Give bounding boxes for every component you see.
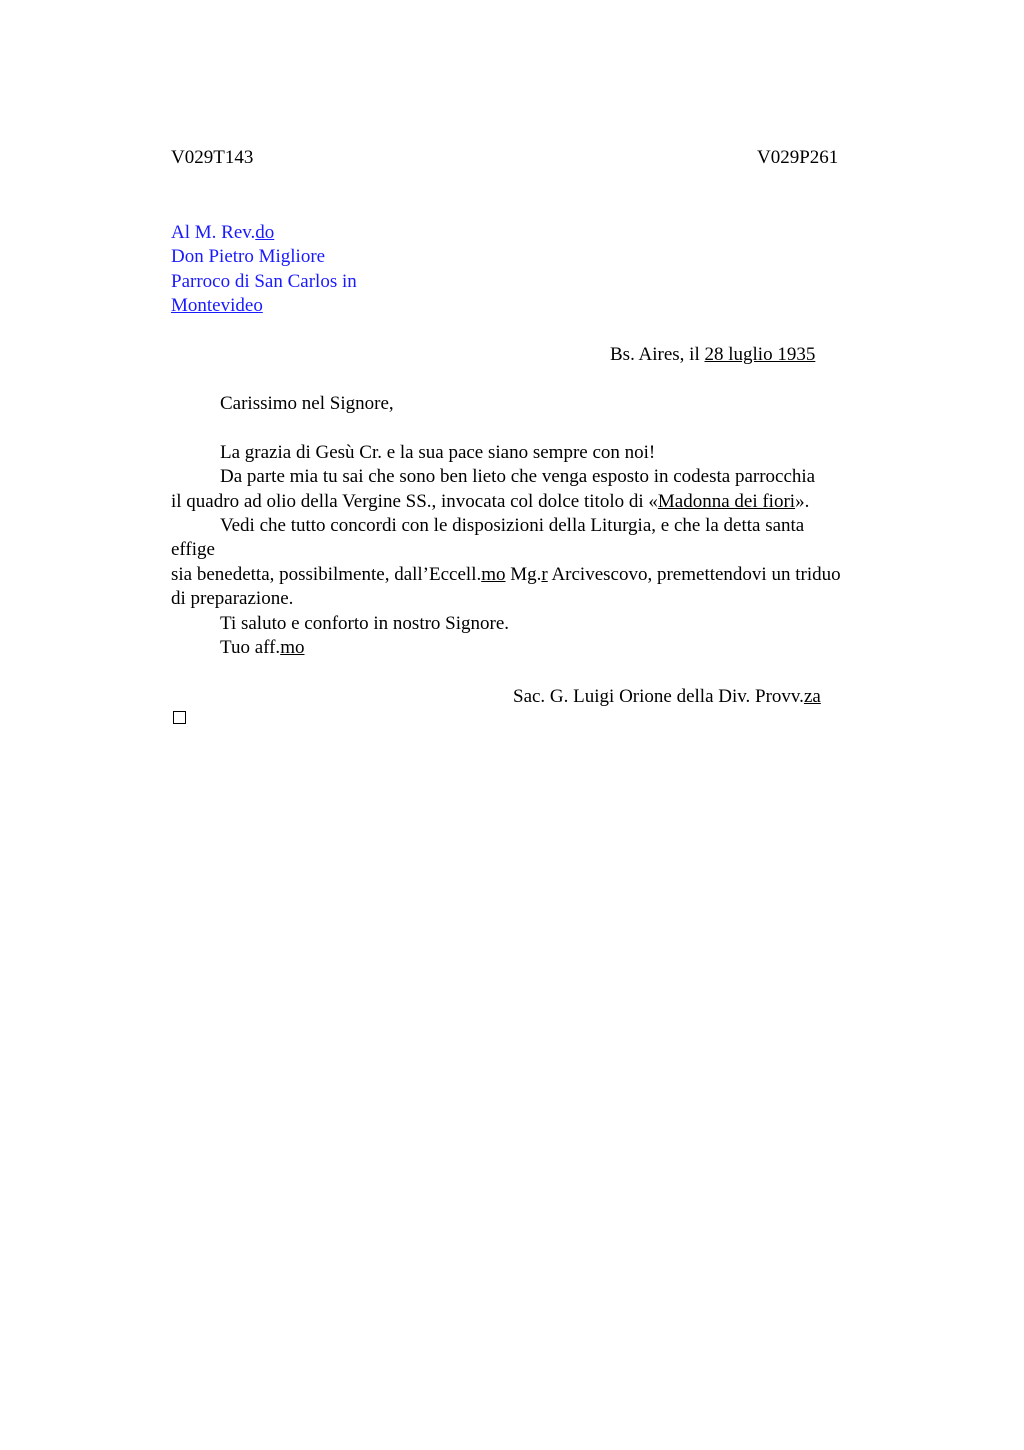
address-line-4: Montevideo bbox=[171, 295, 263, 316]
address-title: Al M. Rev. bbox=[171, 222, 256, 243]
body-text-segment: Arcivescovo, premettendovi un triduo bbox=[547, 564, 841, 585]
body-paragraph-2-line-1: Da parte mia tu sai che sono ben lieto che venga esposto in codesta parrocchia bbox=[220, 466, 816, 487]
body-paragraph-1: La grazia di Gesù Cr. e la sua pace siano sempre con noi! bbox=[220, 442, 656, 463]
address-line-1 bbox=[171, 221, 274, 245]
salutation: Carissimo nel Signore, bbox=[220, 393, 394, 414]
closing-text: Tuo aff. bbox=[220, 637, 281, 658]
body-text-segment: ». bbox=[795, 491, 810, 512]
abbreviation-superscript: za bbox=[803, 686, 821, 707]
document-code-right: V029P261 bbox=[757, 147, 839, 168]
body-paragraph-3-line-2: effige bbox=[171, 539, 215, 560]
signature-text: Sac. G. Luigi Orione della Div. Provv. bbox=[513, 686, 804, 707]
body-text-segment: sia benedetta, possibilmente, dall’Eccell. bbox=[171, 564, 482, 585]
body-paragraph-3-line-1: Vedi che tutto concordi con le disposizioni della Liturgia, e che la detta santa bbox=[220, 515, 805, 536]
body-text-segment: il quadro ad olio della Vergine SS., invocata col dolce titolo di « bbox=[171, 491, 658, 512]
checkbox-square bbox=[173, 711, 186, 724]
closing bbox=[220, 636, 304, 660]
madonna-title: Madonna dei fiori bbox=[657, 491, 796, 512]
address-title-superscript: do bbox=[255, 222, 275, 243]
abbreviation-superscript: r bbox=[541, 564, 548, 585]
body-paragraph-2-line-2 bbox=[171, 490, 809, 514]
body-paragraph-3-line-4: di preparazione. bbox=[171, 588, 294, 609]
document-code-left: V029T143 bbox=[171, 147, 254, 168]
dateline-date: 28 luglio 1935 bbox=[704, 344, 816, 365]
abbreviation-superscript: mo bbox=[481, 564, 506, 585]
body-paragraph-4: Ti saluto e conforto in nostro Signore. bbox=[220, 613, 510, 634]
body-text-segment: Mg. bbox=[505, 564, 542, 585]
body-paragraph-3-line-3 bbox=[171, 563, 841, 587]
address-line-2: Don Pietro Migliore bbox=[171, 246, 326, 267]
abbreviation-superscript: mo bbox=[280, 637, 305, 658]
dateline bbox=[610, 343, 815, 367]
address-line-3: Parroco di San Carlos in bbox=[171, 271, 357, 292]
signature bbox=[513, 685, 821, 709]
dateline-prefix: Bs. Aires, il bbox=[610, 344, 705, 365]
